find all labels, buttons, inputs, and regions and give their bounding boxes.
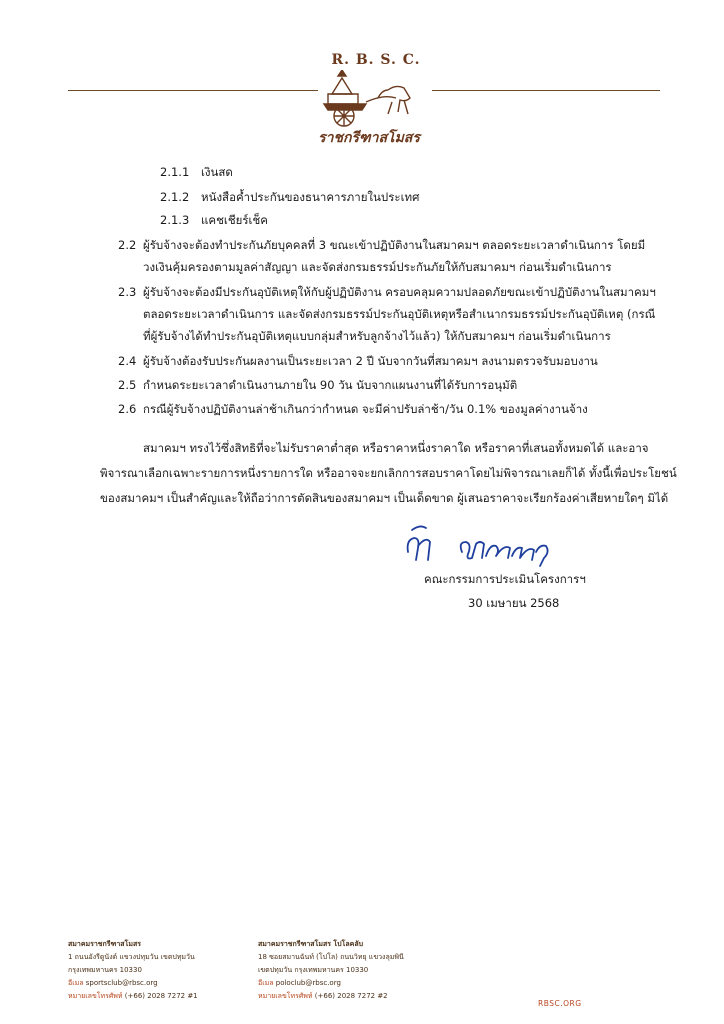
footer-left-email-label: อีเมล bbox=[68, 979, 84, 987]
footer-right-name: สมาคมราชกรีฑาสโมสร โปโลคลับ bbox=[258, 940, 364, 948]
footer-right-phone[interactable]: (+66) 2028 7272 #2 bbox=[314, 992, 388, 1000]
item-line: กำหนดระยะเวลาดำเนินงานภายใน 90 วัน นับจากแผนงานที่ได้รับการอนุมัติ bbox=[143, 378, 518, 392]
item-line: ผู้รับจ้างจะต้องมีประกันอุบัติเหตุให้กับผู้ปฏิบัติงาน ครอบคลุมความปลอดภัยขณะเข้าปฏิบัติงานในสมาคมฯ bbox=[143, 285, 656, 299]
item-line: ผู้รับจ้างจะต้องทำประกันภัยบุคคลที่ 3 ขณะเข้าปฏิบัติงานในสมาคมฯ ตลอดระยะเวลาดำเนินการ โดยมี bbox=[143, 238, 646, 252]
footer-left-phone-label: หมายเลขโทรศัพท์ bbox=[68, 992, 123, 1000]
item-line: กรณีผู้รับจ้างปฏิบัติงานล่าช้าเกินกว่ากำหนด จะมีค่าปรับล่าช้า/วัน 0.1% ของมูลค่างานจ้าง bbox=[143, 402, 588, 416]
item-num: 2.2 bbox=[118, 238, 137, 252]
sub-item-text: แคชเชียร์เช็ค bbox=[201, 213, 268, 227]
footer-left-address1: 1 ถนนอังรีดูนังต์ แขวงปทุมวัน เขตปทุมวัน bbox=[68, 953, 195, 961]
signature-title: คณะกรรมการประเมินโครงการฯ bbox=[424, 572, 586, 586]
item-line: ผู้รับจ้างต้องรับประกันผลงานเป็นระยะเวลา 2 ปี นับจากวันที่สมาคมฯ ลงนามตรวจรับมอบงาน bbox=[143, 354, 598, 368]
item-num: 2.4 bbox=[118, 354, 137, 368]
item-num: 2.3 bbox=[118, 285, 137, 299]
sub-item-num: 2.1.1 bbox=[160, 165, 190, 179]
footer-right-phone-label: หมายเลขโทรศัพท์ bbox=[258, 992, 313, 1000]
item-line: ที่ผู้รับจ้างได้ทำประกันอุบัติเหตุแบบกลุ่มสำหรับลูกจ้างไว้แล้ว) ให้กับสมาคมฯ ก่อนเริ่มดำเนินการ bbox=[143, 329, 611, 343]
signature-image bbox=[400, 522, 570, 568]
sub-item-text: เงินสด bbox=[201, 165, 233, 179]
sub-item-text: หนังสือค้ำประกันของธนาคารภายในประเทศ bbox=[201, 190, 420, 204]
header-rule-right bbox=[432, 90, 660, 91]
closing-line: พิจารณาเลือกเฉพาะรายการหนึ่งรายการใด หรืออาจจะยกเลิกการสอบราคาโดยไม่พิจารณาเลยก็ได้ ทั้งนี้เพื่อประโยชน์ bbox=[100, 466, 677, 480]
logo-chariot-icon bbox=[318, 70, 418, 128]
footer-left-address2: กรุงเทพมหานคร 10330 bbox=[68, 966, 142, 974]
item-line: ตลอดระยะเวลาดำเนินการ และจัดส่งกรมธรรม์ประกันอุบัติเหตุหรือสำเนากรมธรรม์ประกันอุบัติเหตุ (กรณี bbox=[143, 307, 656, 321]
footer-website-link[interactable]: RBSC.ORG bbox=[538, 999, 582, 1008]
footer-right-address1: 18 ซอยสมานฉันท์ (โปโล) ถนนวิทยุ แขวงลุมพินี bbox=[258, 953, 404, 961]
closing-line: ของสมาคมฯ เป็นสำคัญและให้ถือว่าการตัดสินของสมาคมฯ เป็นเด็ดขาด ผู้เสนอราคาจะเรียกร้องค่าเสียหายใดๆ มิได้ bbox=[100, 491, 669, 505]
footer-right-email-label: อีเมล bbox=[258, 979, 274, 987]
footer-right-address2: เขตปทุมวัน กรุงเทพมหานคร 10330 bbox=[258, 966, 369, 974]
sub-item-num: 2.1.2 bbox=[160, 190, 190, 204]
footer-left-phone[interactable]: (+66) 2028 7272 #1 bbox=[124, 992, 198, 1000]
sub-item-num: 2.1.3 bbox=[160, 213, 190, 227]
header-rule-left bbox=[68, 90, 318, 91]
closing-line: สมาคมฯ ทรงไว้ซึ่งสิทธิที่จะไม่รับราคาต่ำสุด หรือราคาหนึ่งราคาใด หรือราคาที่เสนอทั้งหมดได้ และอาจ bbox=[143, 441, 649, 455]
logo-thai-text: ราชกรีฑาสโมสร bbox=[318, 130, 420, 146]
footer-right-email[interactable]: poloclub@rbsc.org bbox=[275, 979, 341, 987]
item-num: 2.6 bbox=[118, 402, 137, 416]
item-num: 2.5 bbox=[118, 378, 137, 392]
item-line: วงเงินคุ้มครองตามมูลค่าสัญญา และจัดส่งกรมธรรม์ประกันภัยให้กับสมาคมฯ ก่อนเริ่มดำเนินการ bbox=[143, 260, 612, 274]
footer-left-name: สมาคมราชกรีฑาสโมสร bbox=[68, 940, 141, 948]
footer-left-email[interactable]: sportsclub@rbsc.org bbox=[85, 979, 158, 987]
footer-left bbox=[68, 938, 198, 1003]
signature-date: 30 เมษายน 2568 bbox=[468, 596, 560, 610]
logo-letters: R. B. S. C. bbox=[331, 52, 421, 68]
footer-right bbox=[258, 938, 404, 1003]
